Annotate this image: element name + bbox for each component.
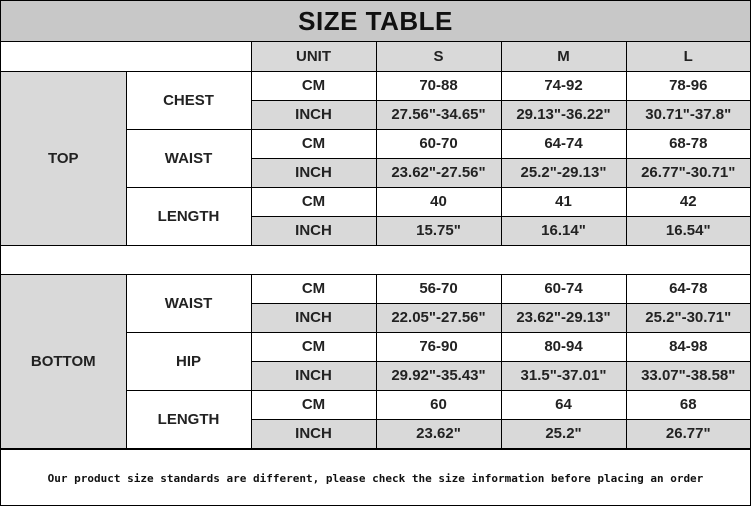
- measure-label-length: LENGTH: [126, 187, 251, 245]
- value-cell: 15.75": [376, 216, 501, 245]
- value-cell: 64: [501, 390, 626, 419]
- value-cell: 25.2"-29.13": [501, 158, 626, 187]
- value-cell: 16.54": [626, 216, 750, 245]
- value-cell: 29.92"-35.43": [376, 361, 501, 390]
- unit-cm: CM: [251, 274, 376, 303]
- unit-inch: INCH: [251, 361, 376, 390]
- spacer-cell: [1, 245, 750, 274]
- measure-label-length: LENGTH: [126, 390, 251, 448]
- value-cell: 41: [501, 187, 626, 216]
- value-cell: 23.62": [376, 419, 501, 448]
- unit-cm: CM: [251, 390, 376, 419]
- section-spacer-row: [1, 245, 750, 274]
- unit-inch: INCH: [251, 216, 376, 245]
- value-cell: 16.14": [501, 216, 626, 245]
- unit-cm: CM: [251, 187, 376, 216]
- unit-inch: INCH: [251, 100, 376, 129]
- value-cell: 68-78: [626, 129, 750, 158]
- value-cell: 25.2": [501, 419, 626, 448]
- header-unit: UNIT: [251, 42, 376, 71]
- value-cell: 31.5"-37.01": [501, 361, 626, 390]
- value-cell: 29.13"-36.22": [501, 100, 626, 129]
- unit-cm: CM: [251, 71, 376, 100]
- unit-inch: INCH: [251, 419, 376, 448]
- unit-cm: CM: [251, 129, 376, 158]
- value-cell: 26.77"-30.71": [626, 158, 750, 187]
- value-cell: 30.71"-37.8": [626, 100, 750, 129]
- value-cell: 27.56"-34.65": [376, 100, 501, 129]
- size-disclaimer-note: Our product size standards are different, please check the size information before placing an order: [1, 449, 750, 507]
- unit-inch: INCH: [251, 158, 376, 187]
- section-label-top: TOP: [1, 71, 126, 245]
- measure-label-waist: WAIST: [126, 274, 251, 332]
- page-title: SIZE TABLE: [1, 1, 750, 42]
- value-cell: 25.2"-30.71": [626, 303, 750, 332]
- value-cell: 76-90: [376, 332, 501, 361]
- value-cell: 23.62"-29.13": [501, 303, 626, 332]
- measure-label-chest: CHEST: [126, 71, 251, 129]
- measure-label-waist: WAIST: [126, 129, 251, 187]
- value-cell: 64-74: [501, 129, 626, 158]
- unit-inch: INCH: [251, 303, 376, 332]
- value-cell: 22.05"-27.56": [376, 303, 501, 332]
- value-cell: 68: [626, 390, 750, 419]
- value-cell: 23.62"-27.56": [376, 158, 501, 187]
- size-table: [1, 42, 750, 449]
- value-cell: 74-92: [501, 71, 626, 100]
- value-cell: 84-98: [626, 332, 750, 361]
- value-cell: 56-70: [376, 274, 501, 303]
- value-cell: 42: [626, 187, 750, 216]
- header-size-s: S: [376, 42, 501, 71]
- measure-label-hip: HIP: [126, 332, 251, 390]
- unit-cm: CM: [251, 332, 376, 361]
- value-cell: 33.07"-38.58": [626, 361, 750, 390]
- value-cell: 60-70: [376, 129, 501, 158]
- header-size-m: M: [501, 42, 626, 71]
- value-cell: 70-88: [376, 71, 501, 100]
- header-size-l: L: [626, 42, 750, 71]
- value-cell: 78-96: [626, 71, 750, 100]
- value-cell: 80-94: [501, 332, 626, 361]
- section-label-bottom: BOTTOM: [1, 274, 126, 448]
- value-cell: 60-74: [501, 274, 626, 303]
- value-cell: 40: [376, 187, 501, 216]
- table-header-row: [1, 42, 750, 71]
- table-row: [1, 71, 750, 100]
- value-cell: 60: [376, 390, 501, 419]
- value-cell: 64-78: [626, 274, 750, 303]
- value-cell: 26.77": [626, 419, 750, 448]
- header-blank-cell: [1, 42, 251, 71]
- table-row: [1, 274, 750, 303]
